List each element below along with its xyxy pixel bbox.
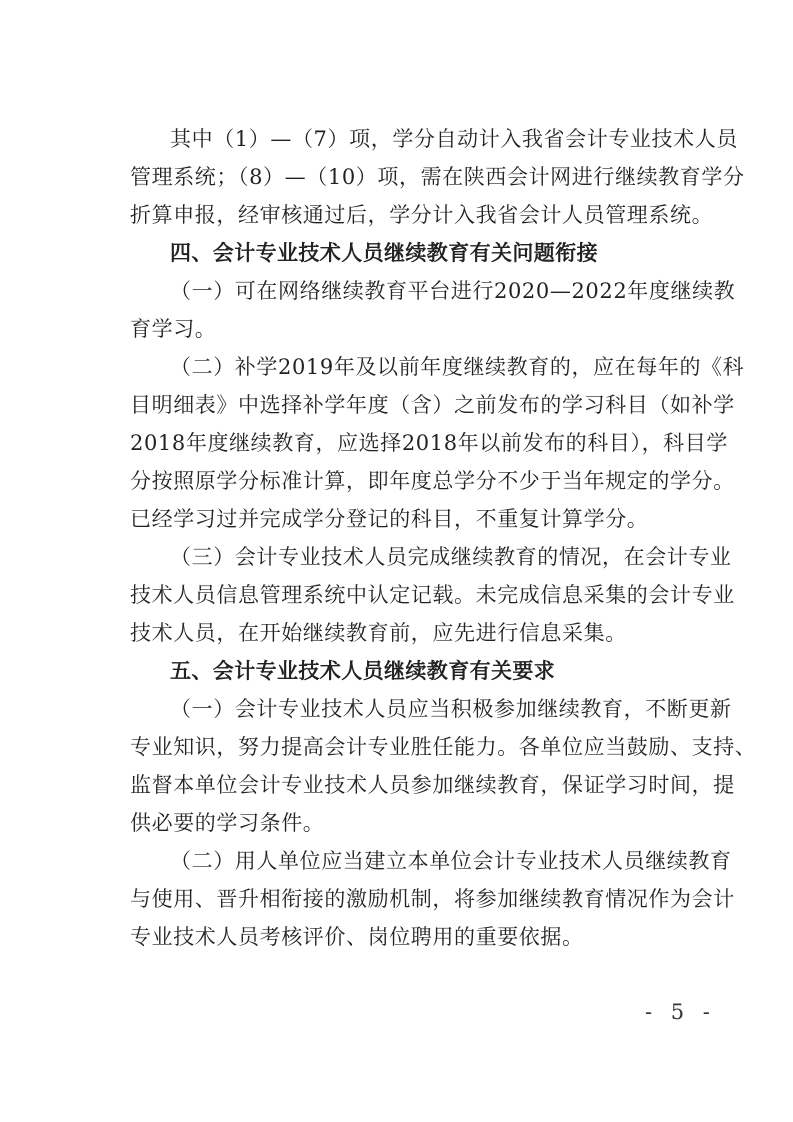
section-heading-4: 四、会计专业技术人员继续教育有关问题衔接 — [170, 241, 598, 265]
paragraph-line: 育学习。 — [130, 317, 217, 341]
paragraph-line: 2018年度继续教育，应选择2018年以前发布的科目），科目学 — [130, 431, 728, 455]
paragraph-line: （三）会计专业技术人员完成继续教育的情况，在会计专业 — [170, 545, 732, 569]
paragraph-line: 专业知识，努力提高会计专业胜任能力。各单位应当鼓励、支持、 — [130, 735, 757, 759]
paragraph-line: 已经学习过并完成学分登记的科目，不重复计算学分。 — [130, 507, 649, 531]
paragraph-line: （二）补学2019年及以前年度继续教育的，应在每年的《科 — [170, 355, 745, 379]
paragraph-line: 其中（1）—（7）项，学分自动计入我省会计专业技术人员 — [170, 127, 738, 151]
paragraph-line: 技术人员，在开始继续教育前，应先进行信息采集。 — [130, 621, 627, 645]
paragraph-line: 监督本单位会计专业技术人员参加继续教育，保证学习时间，提 — [130, 773, 735, 797]
paragraph-line: 专业技术人员考核评价、岗位聘用的重要依据。 — [130, 925, 584, 949]
paragraph-line: 目明细表》中选择补学年度（含）之前发布的学习科目（如补学 — [130, 393, 735, 417]
paragraph-line: 与使用、晋升相衔接的激励机制，将参加继续教育情况作为会计 — [130, 887, 735, 911]
paragraph-line: 折算申报，经审核通过后，学分计入我省会计人员管理系统。 — [130, 203, 714, 227]
page-number: - 5 - — [645, 1000, 716, 1024]
paragraph-line: （一）会计专业技术人员应当积极参加继续教育，不断更新 — [170, 697, 732, 721]
paragraph-line: （一）可在网络继续教育平台进行2020—2022年度继续教 — [170, 279, 736, 303]
document-body — [130, 120, 757, 956]
paragraph-line: 供必要的学习条件。 — [130, 811, 325, 835]
paragraph-line: 技术人员信息管理系统中认定记载。未完成信息采集的会计专业 — [130, 583, 735, 607]
paragraph-line: 管理系统；（8）—（10）项，需在陕西会计网进行继续教育学分 — [130, 165, 745, 189]
paragraph-line: （二）用人单位应当建立本单位会计专业技术人员继续教育 — [170, 849, 732, 873]
section-heading-5: 五、会计专业技术人员继续教育有关要求 — [170, 659, 556, 683]
paragraph-line: 分按照原学分标准计算，即年度总学分不少于当年规定的学分。 — [130, 469, 735, 493]
